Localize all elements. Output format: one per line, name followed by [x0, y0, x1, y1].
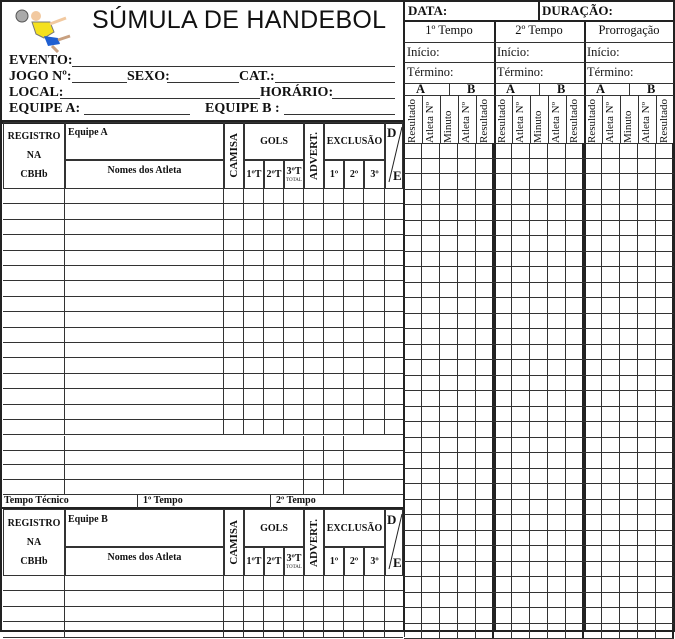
col-2-label: Minuto [532, 97, 544, 143]
team-b-player-row[interactable] [3, 576, 403, 591]
team-b-label: Equipe B [68, 514, 108, 525]
team-a-name-cell[interactable] [65, 122, 224, 160]
score-row[interactable] [404, 143, 674, 159]
score-row[interactable] [404, 283, 674, 299]
horario-field[interactable] [332, 85, 395, 99]
cat-label: CAT.: [239, 69, 275, 85]
gols-1t-label: 1ºT [244, 547, 264, 576]
score-row[interactable] [404, 205, 674, 221]
jogo-label: JOGO Nº: [9, 69, 72, 85]
col-2-label: Minuto [622, 97, 634, 143]
d-label: D [387, 125, 396, 141]
jogo-field[interactable] [72, 69, 127, 83]
gols-label: GOLS [244, 509, 304, 547]
score-row[interactable] [404, 221, 674, 237]
team-a-player-row[interactable] [3, 266, 403, 281]
sexo-field[interactable] [167, 69, 239, 83]
score-row[interactable] [404, 469, 674, 485]
registro-label: REGISTRO [8, 518, 61, 529]
period-name: Prorrogação [584, 23, 674, 38]
score-row[interactable] [404, 159, 674, 175]
col-3-label: Atleta Nº [550, 97, 562, 143]
total-label: TOTAL [286, 564, 302, 571]
score-row[interactable] [404, 500, 674, 516]
equipe-b-label: EQUIPE B : [205, 101, 280, 117]
gols-3t-label: 3ºT [287, 166, 302, 177]
team-a-col-label: A [416, 82, 425, 97]
score-row[interactable] [404, 391, 674, 407]
team-a-official-row[interactable] [3, 436, 403, 451]
cat-field[interactable] [275, 69, 395, 83]
team-a-player-row[interactable] [3, 204, 403, 219]
team-a-player-row[interactable] [3, 220, 403, 235]
e-label: E [393, 168, 402, 184]
team-a-player-row[interactable] [3, 358, 403, 373]
score-row[interactable] [404, 407, 674, 423]
team-a-official-row[interactable] [3, 451, 403, 466]
score-row[interactable] [404, 345, 674, 361]
handball-player-logo [14, 8, 74, 53]
score-row[interactable] [404, 174, 674, 190]
equipe-a-label: EQUIPE A: [9, 101, 80, 117]
d-label: D [387, 512, 396, 528]
score-row[interactable] [404, 624, 674, 639]
cbhb-label: CBHb [20, 169, 47, 180]
score-row[interactable] [404, 298, 674, 314]
gols-label: GOLS [244, 122, 304, 160]
horario-label: HORÁRIO: [260, 85, 333, 101]
team-a-official-row[interactable] [3, 465, 403, 480]
col-1-label: Atleta Nº [424, 97, 436, 143]
team-a-player-row[interactable] [3, 374, 403, 389]
inicio-label: Início: [587, 45, 620, 60]
sexo-label: SEXO: [127, 69, 170, 85]
gols-2t-label: 2ºT [264, 160, 284, 189]
score-row[interactable] [404, 236, 674, 252]
na-label: NA [27, 150, 41, 161]
score-row[interactable] [404, 314, 674, 330]
score-row[interactable] [404, 438, 674, 454]
team-a-player-row[interactable] [3, 189, 403, 204]
col-0-label: Resultado [586, 97, 598, 143]
col-2-label: Minuto [442, 97, 454, 143]
slash-divider [386, 123, 404, 190]
gols-3t-label: 3ºT [287, 553, 302, 564]
col-3-label: Atleta Nº [640, 97, 652, 143]
nomes-label: Nomes dos Atleta [65, 160, 224, 189]
gols-1t-label: 1ºT [244, 160, 264, 189]
equipe-a-field[interactable] [84, 101, 190, 115]
tempo-tecnico-label: Tempo Técnico [4, 495, 69, 506]
col-3-label: Atleta Nº [460, 97, 472, 143]
evento-label: EVENTO: [9, 53, 73, 69]
camisa-label: CAMISA [228, 133, 240, 178]
team-a-player-row[interactable] [3, 281, 403, 296]
score-row[interactable] [404, 562, 674, 578]
inicio-label: Início: [497, 45, 530, 60]
score-row[interactable] [404, 608, 674, 624]
team-b-name-cell[interactable] [65, 509, 224, 547]
team-a-label: Equipe A [68, 127, 108, 138]
score-row[interactable] [404, 422, 674, 438]
tempo-tecnico-1-label: 1º Tempo [143, 495, 183, 506]
team-a-col-label: A [506, 82, 515, 97]
team-a-player-row[interactable] [3, 343, 403, 358]
score-row[interactable] [404, 593, 674, 609]
period-name: 1º Tempo [404, 23, 494, 38]
inicio-label: Início: [407, 45, 440, 60]
tempo-tecnico-2-label: 2º Tempo [276, 495, 316, 506]
local-field[interactable] [60, 85, 260, 99]
col-4-label: Resultado [478, 97, 490, 143]
period-name: 2º Tempo [494, 23, 584, 38]
score-row[interactable] [404, 360, 674, 376]
team-b-col-label: B [647, 82, 655, 97]
gols-2t-label: 2ºT [264, 547, 284, 576]
team-a-player-row[interactable] [3, 297, 403, 312]
score-row[interactable] [404, 252, 674, 268]
team-a-player-row[interactable] [3, 251, 403, 266]
exclusao-label: EXCLUSÃO [324, 122, 385, 160]
data-label: DATA: [408, 3, 447, 19]
exclusao-1-label: 1º [324, 547, 344, 576]
col-0-label: Resultado [496, 97, 508, 143]
team-a-official-row[interactable] [3, 480, 403, 495]
col-1-label: Atleta Nº [604, 97, 616, 143]
na-label: NA [27, 537, 41, 548]
termino-label: Término: [497, 65, 544, 80]
team-a-player-row[interactable] [3, 420, 403, 435]
col-4-label: Resultado [658, 97, 670, 143]
col-1-label: Atleta Nº [514, 97, 526, 143]
score-row[interactable] [404, 453, 674, 469]
score-row[interactable] [404, 190, 674, 206]
exclusao-2-label: 2º [344, 547, 364, 576]
exclusao-3-label: 3º [364, 160, 385, 189]
score-row[interactable] [404, 484, 674, 500]
equipe-b-field[interactable] [284, 101, 395, 115]
duracao-label: DURAÇÃO: [542, 3, 613, 19]
tempo-tecnico-row [2, 494, 404, 509]
advert-label: ADVERT. [308, 132, 320, 180]
score-row[interactable] [404, 376, 674, 392]
exclusao-label: EXCLUSÃO [324, 509, 385, 547]
score-row[interactable] [404, 329, 674, 345]
e-label: E [393, 555, 402, 571]
exclusao-1-label: 1º [324, 160, 344, 189]
cbhb-label: CBHb [20, 556, 47, 567]
team-a-player-row[interactable] [3, 328, 403, 343]
nomes-label: Nomes dos Atleta [65, 547, 224, 576]
col-4-label: Resultado [568, 97, 580, 143]
team-a-player-row[interactable] [3, 405, 403, 420]
exclusao-2-label: 2º [344, 160, 364, 189]
team-a-player-row[interactable] [3, 312, 403, 327]
col-0-label: Resultado [406, 97, 418, 143]
termino-label: Término: [407, 65, 454, 80]
exclusao-3-label: 3º [364, 547, 385, 576]
team-a-player-row[interactable] [3, 389, 403, 404]
team-b-col-label: B [557, 82, 565, 97]
team-a-player-row[interactable] [3, 235, 403, 250]
team-b-col-label: B [467, 82, 475, 97]
score-row[interactable] [404, 531, 674, 547]
advert-label: ADVERT. [308, 519, 320, 567]
evento-field[interactable] [72, 53, 395, 67]
score-row[interactable] [404, 515, 674, 531]
local-label: LOCAL: [9, 85, 63, 101]
termino-label: Término: [587, 65, 634, 80]
team-b-player-row[interactable] [3, 591, 403, 606]
total-label: TOTAL [286, 177, 302, 184]
slash-divider [386, 510, 404, 577]
score-row[interactable] [404, 577, 674, 593]
registro-label: REGISTRO [8, 131, 61, 142]
page-title: SÚMULA DE HANDEBOL [92, 6, 386, 35]
score-row[interactable] [404, 546, 674, 562]
team-a-col-label: A [596, 82, 605, 97]
camisa-label: CAMISA [228, 520, 240, 565]
team-b-player-row[interactable] [3, 607, 403, 622]
score-row[interactable] [404, 267, 674, 283]
